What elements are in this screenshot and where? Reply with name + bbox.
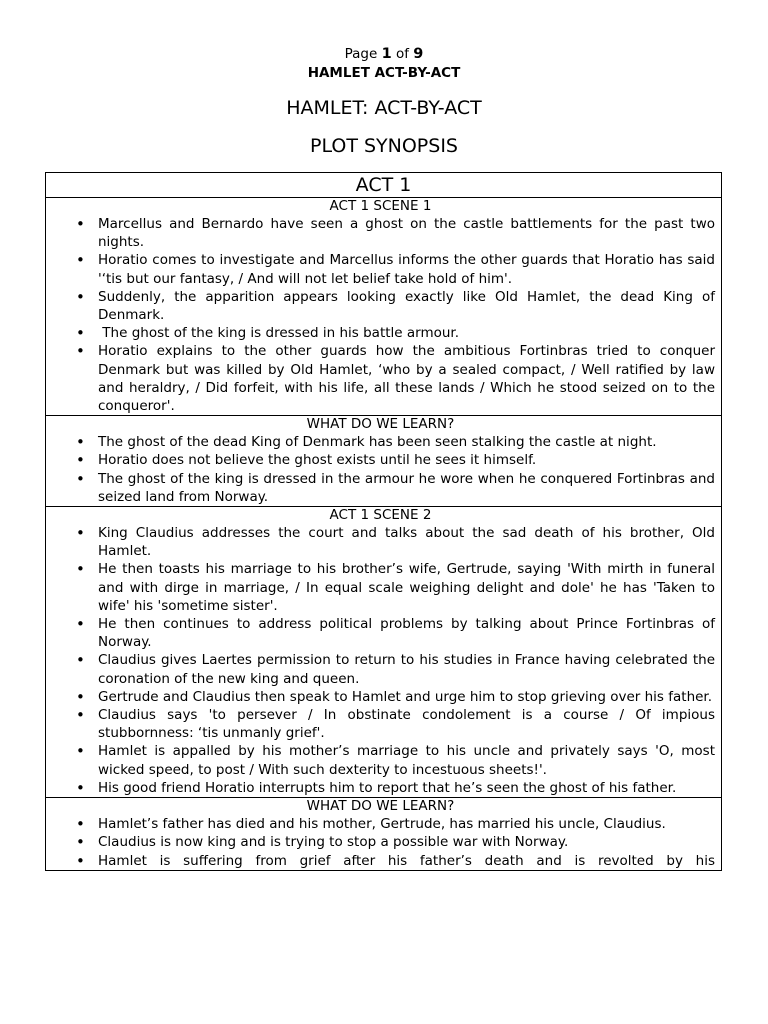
page-number-separator: of [395,46,409,62]
section-act1-scene2 [46,507,722,798]
section-act1-scene1 [46,198,722,416]
list-item: • He then continues to address political problems by talking about Prince Fortinbras of Norway. [46,615,715,651]
list-item: • Claudius gives Laertes permission to return to his studies in France having celebrated the coronation of the new king and queen. [46,651,715,687]
page-number-prefix: Page [344,46,378,62]
section-heading: ACT 1 SCENE 1 [329,198,432,214]
document-title: HAMLET: ACT-BY-ACT [286,97,482,119]
list-item: • Suddenly, the apparition appears looking exactly like Old Hamlet, the dead King of Denmark. [46,288,715,324]
section-heading: WHAT DO WE LEARN? [306,798,455,815]
document-subtitle: PLOT SYNOPSIS [310,135,458,157]
synopsis-table [45,172,722,871]
act-heading: ACT 1 [46,173,722,198]
list-item: • King Claudius addresses the court and talks about the sad death of his brother, Old Hamlet. [46,524,715,560]
page-number-total: 9 [413,46,424,62]
list-item: • Hamlet’s father has died and his mother, Gertrude, has married his uncle, Claudius. [46,815,715,833]
list-item: • He then toasts his marriage to his brother’s wife, Gertrude, saying 'With mirth in funeral and with dirge in marriage, / In equal scale weighing delight and dole' he has 'Taken to wife' his 'sometime sister'. [46,560,715,615]
list-item: • The ghost of the dead King of Denmark has been seen stalking the castle at night. [46,433,715,451]
running-header: HAMLET ACT-BY-ACT [307,65,461,81]
list-item: • Horatio comes to investigate and Marcellus informs the other guards that Horatio has said '‘tis but our fantasy, / And will not let belief take hold of him'. [46,251,715,287]
section-what-we-learn-2 [46,798,722,871]
bullet-list [46,433,715,506]
list-item: • His good friend Horatio interrupts him to report that he’s seen the ghost of his father. [46,779,715,797]
list-item: • Horatio explains to the other guards how the ambitious Fortinbras tried to conquer Denmark but was killed by Old Hamlet, ‘who by a sealed compact, / Well ratified by law and heraldry, / Did forfeit, with his life, all these lands / Which he stood seized on to the conqueror'. [46,342,715,415]
bullet-list [46,215,715,415]
section-heading: ACT 1 SCENE 2 [329,507,432,524]
list-item: • Claudius says 'to persever / In obstinate condolement is a course / Of impious stubbornness: ‘tis unmanly grief'. [46,706,715,742]
list-item: • Gertrude and Claudius then speak to Hamlet and urge him to stop grieving over his father. [46,688,715,706]
list-item: • Marcellus and Bernardo have seen a ghost on the castle battlements for the past two nights. [46,215,715,251]
list-item: • The ghost of the king is dressed in his battle armour. [46,324,715,342]
page-number [0,46,768,62]
page-number-current: 1 [381,46,392,62]
bullet-list [46,524,715,797]
list-item: • Horatio does not believe the ghost exists until he sees it himself. [46,451,715,469]
bullet-list [46,815,715,870]
section-heading: WHAT DO WE LEARN? [306,416,455,433]
list-item: • Hamlet is appalled by his mother’s marriage to his uncle and privately says 'O, most wicked speed, to post / With such dexterity to incestuous sheets!'. [46,742,715,778]
list-item: • Claudius is now king and is trying to stop a possible war with Norway. [46,833,715,851]
list-item: • Hamlet is suffering from grief after his father’s death and is revolted by his [46,852,715,870]
list-item: • The ghost of the king is dressed in the armour he wore when he conquered Fortinbras and seized land from Norway. [46,470,715,506]
section-what-we-learn-1 [46,416,722,507]
